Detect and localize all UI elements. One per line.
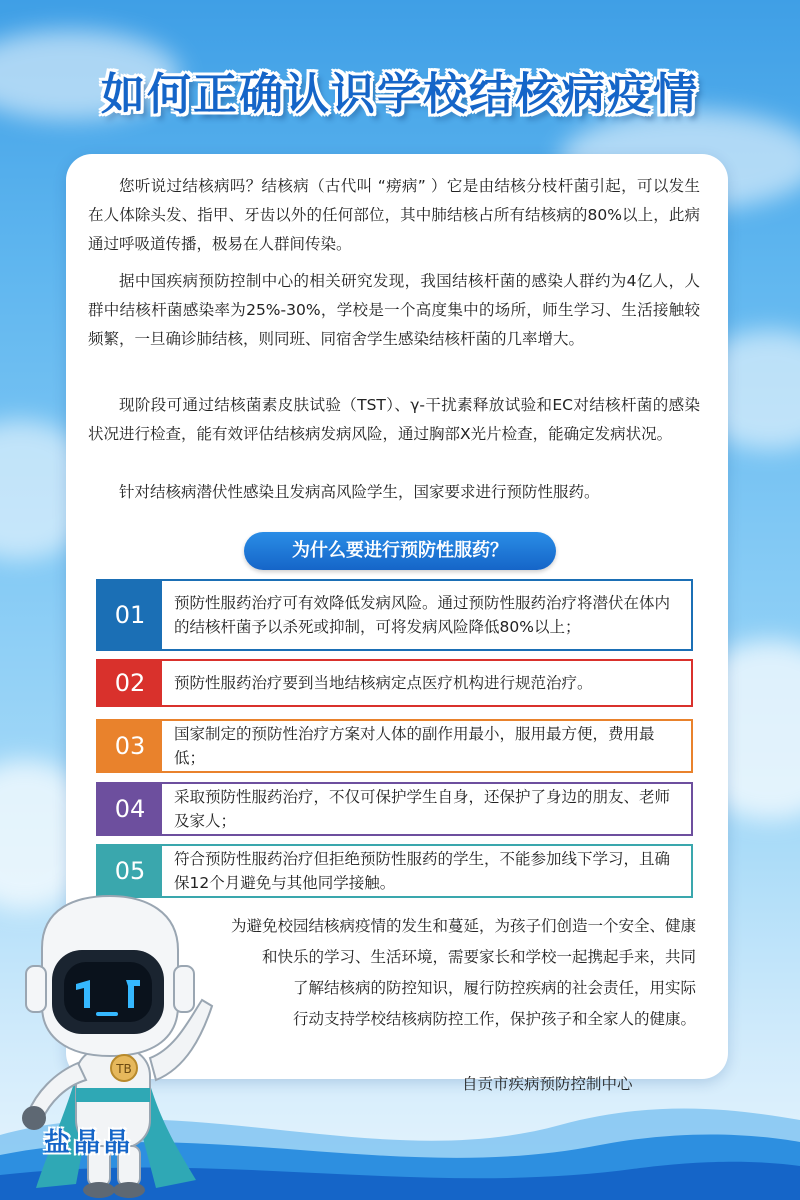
page-title: 如何正确认识学校结核病疫情 <box>101 69 699 120</box>
reason-text: 预防性服药治疗要到当地结核病定点医疗机构进行规范治疗。 <box>174 674 593 692</box>
intro-paragraph: 您听说过结核病吗？结核病（古代叫 “痨病” ）它是由结核分枝杆菌引起，可以发生在人体除头发、指甲、牙齿以外的任何部位，其中肺结核占所有结核病的80%以上，此病通过呼吸道传播，极易在人群间传染。 <box>88 177 700 253</box>
reason-text: 预防性服药治疗可有效降低发病风险。通过预防性服药治疗将潜伏在体内的结核杆菌予以杀死或抑制，可将发病风险降低80%以上； <box>174 594 671 636</box>
reason-text: 符合预防性服药治疗但拒绝预防性服药的学生，不能参加线下学习，且确保12个月避免与其他同学接触。 <box>174 850 671 892</box>
requirement-paragraph: 针对结核病潜伏性感染且发病高风险学生，国家要求进行预防性服药。 <box>119 483 600 501</box>
reason-number: 03 <box>98 721 162 771</box>
research-paragraph: 据中国疾病预防控制中心的相关研究发现，我国结核杆菌的感染人群约为4亿人，人群中结核杆菌感染率为25%-30%，学校是一个高度集中的场所，师生学习、生活接触较频繁，一旦确诊肺结核，则同班、同宿舍学生感染结核杆菌的几率增大。 <box>88 272 700 348</box>
reason-number: 01 <box>98 581 162 649</box>
mascot-badge-label: TB <box>116 1062 132 1076</box>
section-heading: 为什么要进行预防性服药？ <box>244 532 556 570</box>
reason-item-03 <box>96 719 693 773</box>
testing-paragraph: 现阶段可通过结核菌素皮肤试验（TST）、γ-干扰素释放试验和EC对结核杆菌的感染状况进行检查，能有效评估结核病发病风险，通过胸部X光片检查，能确定发病状况。 <box>88 396 700 443</box>
reason-item-04 <box>96 782 693 836</box>
reason-item-02 <box>96 659 693 707</box>
reason-text: 采取预防性服药治疗，不仅可保护学生自身，还保护了身边的朋友、老师及家人； <box>174 788 671 830</box>
mascot-name: 盐晶晶 <box>44 1128 135 1158</box>
closing-line: 和快乐的学习、生活环境，需要家长和学校一起携起手来，共同 <box>261 948 696 966</box>
signature: 自贡市疾病预防控制中心 <box>462 1075 633 1093</box>
reason-text: 国家制定的预防性治疗方案对人体的副作用最小，服用最方便，费用最低； <box>174 725 655 767</box>
closing-line: 行动支持学校结核病防控工作，保护孩子和全家人的健康。 <box>292 1010 696 1028</box>
closing-line: 了解结核病的防控知识，履行防控疾病的社会责任，用实际 <box>292 979 696 997</box>
reason-number: 05 <box>98 846 162 896</box>
reason-item-01 <box>96 579 693 651</box>
closing-line: 为避免校园结核病疫情的发生和蔓延，为孩子们创造一个安全、健康 <box>230 917 696 935</box>
reason-number: 04 <box>98 784 162 834</box>
reason-number: 02 <box>98 661 162 705</box>
